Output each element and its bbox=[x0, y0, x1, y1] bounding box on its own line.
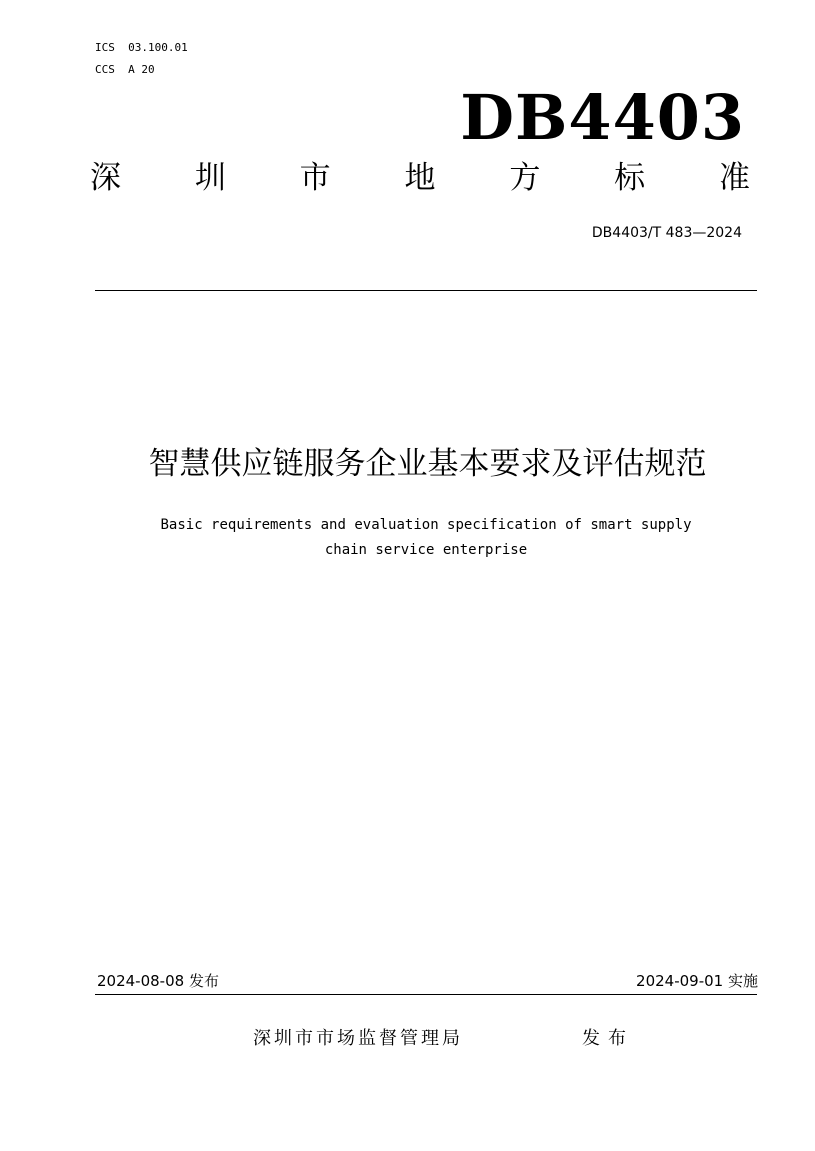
category-char: 标 bbox=[614, 160, 646, 196]
issue-date: 2024-08-08 发布 bbox=[97, 972, 219, 990]
publish-label: 发布 bbox=[582, 1028, 634, 1049]
category-char: 地 bbox=[404, 160, 436, 196]
title-en-line: chain service enterprise bbox=[324, 542, 528, 558]
title-en-line: Basic requirements and evaluation specification of smart supply bbox=[160, 517, 692, 533]
bottom-divider bbox=[95, 994, 757, 995]
category-char: 圳 bbox=[194, 160, 226, 196]
document-title-zh: 智慧供应链服务企业基本要求及评估规范 bbox=[148, 446, 707, 482]
ccs-code: CCS A 20 bbox=[95, 63, 155, 76]
publisher-name: 深圳市市场监督管理局 bbox=[253, 1028, 463, 1049]
ics-code: ICS 03.100.01 bbox=[95, 41, 188, 54]
standard-logo: DB4403 bbox=[460, 81, 745, 154]
category-char: 深 bbox=[90, 160, 121, 196]
category-char: 市 bbox=[299, 160, 331, 196]
category-char: 准 bbox=[718, 160, 750, 196]
document-title-en bbox=[95, 513, 757, 563]
category-char: 方 bbox=[509, 160, 541, 196]
standard-category bbox=[90, 158, 750, 198]
implementation-date: 2024-09-01 实施 bbox=[636, 972, 758, 990]
top-divider bbox=[95, 290, 757, 291]
standard-number: DB4403/T 483—2024 bbox=[591, 225, 742, 241]
